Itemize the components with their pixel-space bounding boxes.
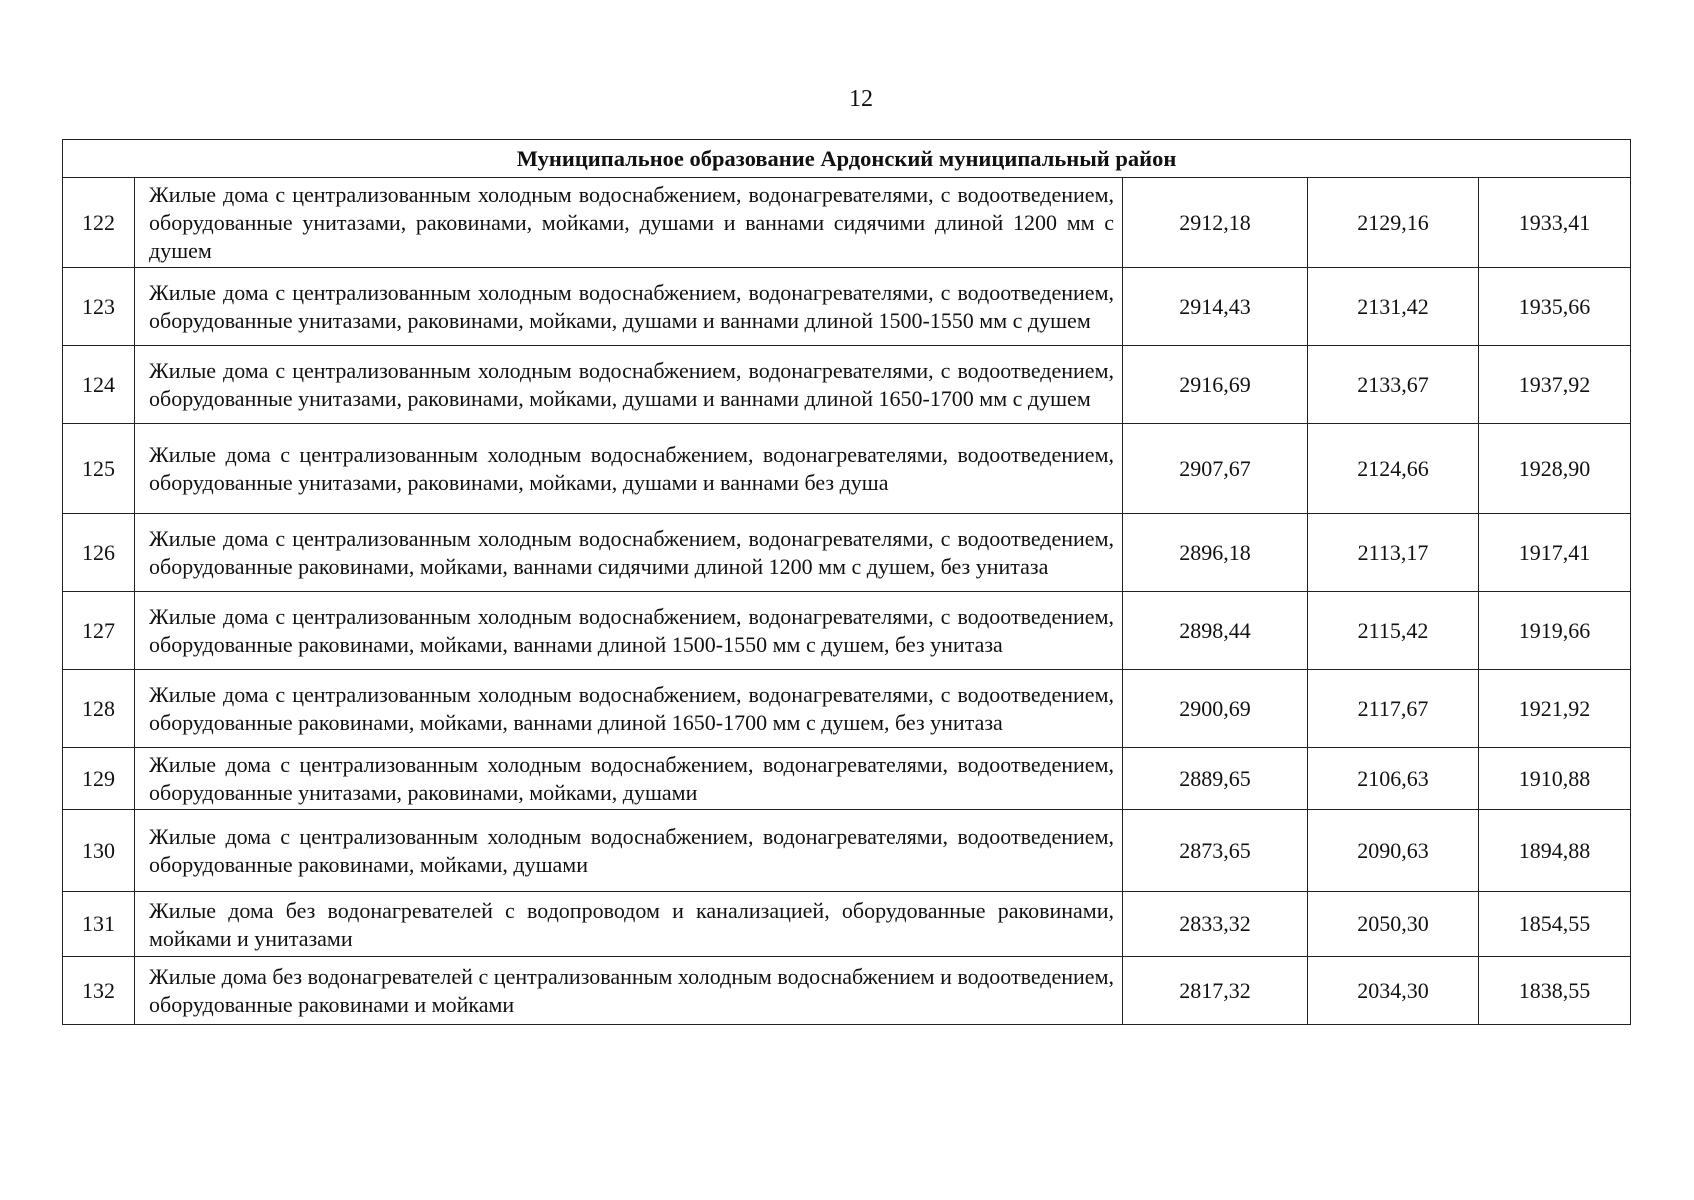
row-value-1: 2896,18 xyxy=(1123,514,1308,592)
row-number: 126 xyxy=(63,514,135,592)
table-row xyxy=(63,957,1631,1025)
row-number: 122 xyxy=(63,178,135,268)
row-description: Жилые дома с централизованным холодным водоснабжением, водонагревателями, с водоотведением, оборудованные раковинами, мойками, ваннами длиной 1500-1550 мм с душем, без унитаза xyxy=(135,592,1123,670)
row-description: Жилые дома с централизованным холодным водоснабжением, водонагревателями, с водоотведением, оборудованные раковинами, мойками, ваннами длиной 1650-1700 мм с душем, без унитаза xyxy=(135,670,1123,748)
row-description: Жилые дома с централизованным холодным водоснабжением, водонагревателями, с водоотведением, оборудованные унитазами, раковинами, мойками, душами и ваннами сидячими длиной 1200 мм с душем xyxy=(135,178,1123,268)
row-value-3: 1910,88 xyxy=(1479,748,1631,810)
row-description: Жилые дома с централизованным холодным водоснабжением, водонагревателями, с водоотведением, оборудованные раковинами, мойками, ваннами сидячими длиной 1200 мм с душем, без унитаза xyxy=(135,514,1123,592)
table-row xyxy=(63,670,1631,748)
row-value-1: 2907,67 xyxy=(1123,424,1308,514)
row-number: 131 xyxy=(63,892,135,957)
row-value-2: 2090,63 xyxy=(1308,810,1479,892)
row-description: Жилые дома с централизованным холодным водоснабжением, водонагревателями, с водоотведением, оборудованные унитазами, раковинами, мойками, душами и ваннами длиной 1650-1700 мм с душем xyxy=(135,346,1123,424)
table-row xyxy=(63,346,1631,424)
table-row xyxy=(63,268,1631,346)
row-number: 129 xyxy=(63,748,135,810)
row-value-1: 2898,44 xyxy=(1123,592,1308,670)
row-number: 123 xyxy=(63,268,135,346)
row-value-2: 2115,42 xyxy=(1308,592,1479,670)
table-row xyxy=(63,178,1631,268)
row-value-3: 1917,41 xyxy=(1479,514,1631,592)
row-value-1: 2912,18 xyxy=(1123,178,1308,268)
row-number: 128 xyxy=(63,670,135,748)
row-number: 132 xyxy=(63,957,135,1025)
table-title: Муниципальное образование Ардонский муниципальный район xyxy=(63,140,1631,178)
row-value-1: 2914,43 xyxy=(1123,268,1308,346)
row-value-3: 1919,66 xyxy=(1479,592,1631,670)
table-body xyxy=(63,178,1631,1025)
table-row xyxy=(63,592,1631,670)
row-value-2: 2124,66 xyxy=(1308,424,1479,514)
row-description: Жилые дома без водонагревателей с водопроводом и канализацией, оборудованные раковинами, мойками и унитазами xyxy=(135,892,1123,957)
row-value-2: 2129,16 xyxy=(1308,178,1479,268)
row-description: Жилые дома с централизованным холодным водоснабжением, водонагревателями, водоотведением, оборудованные унитазами, раковинами, мойками, душами xyxy=(135,748,1123,810)
table-row xyxy=(63,424,1631,514)
row-value-1: 2900,69 xyxy=(1123,670,1308,748)
tariff-table xyxy=(62,139,1631,1025)
row-description: Жилые дома с централизованным холодным водоснабжением, водонагревателями, водоотведением, оборудованные унитазами, раковинами, мойками, душами и ваннами без душа xyxy=(135,424,1123,514)
table-header-row xyxy=(63,140,1631,178)
row-number: 125 xyxy=(63,424,135,514)
table-row xyxy=(63,892,1631,957)
row-value-2: 2113,17 xyxy=(1308,514,1479,592)
row-value-2: 2133,67 xyxy=(1308,346,1479,424)
row-value-1: 2873,65 xyxy=(1123,810,1308,892)
row-value-2: 2050,30 xyxy=(1308,892,1479,957)
row-value-2: 2034,30 xyxy=(1308,957,1479,1025)
row-value-3: 1937,92 xyxy=(1479,346,1631,424)
row-value-2: 2106,63 xyxy=(1308,748,1479,810)
row-value-3: 1928,90 xyxy=(1479,424,1631,514)
row-value-3: 1933,41 xyxy=(1479,178,1631,268)
row-value-3: 1935,66 xyxy=(1479,268,1631,346)
row-value-3: 1894,88 xyxy=(1479,810,1631,892)
row-description: Жилые дома с централизованным холодным водоснабжением, водонагревателями, с водоотведением, оборудованные унитазами, раковинами, мойками, душами и ваннами длиной 1500-1550 мм с душем xyxy=(135,268,1123,346)
row-value-2: 2117,67 xyxy=(1308,670,1479,748)
row-value-1: 2817,32 xyxy=(1123,957,1308,1025)
row-description: Жилые дома без водонагревателей с централизованным холодным водоснабжением и водоотведением, оборудованные раковинами и мойками xyxy=(135,957,1123,1025)
row-value-1: 2833,32 xyxy=(1123,892,1308,957)
row-number: 127 xyxy=(63,592,135,670)
row-value-2: 2131,42 xyxy=(1308,268,1479,346)
row-value-3: 1838,55 xyxy=(1479,957,1631,1025)
table-row xyxy=(63,514,1631,592)
row-description: Жилые дома с централизованным холодным водоснабжением, водонагревателями, водоотведением, оборудованные раковинами, мойками, душами xyxy=(135,810,1123,892)
table-row xyxy=(63,810,1631,892)
row-number: 130 xyxy=(63,810,135,892)
table-row xyxy=(63,748,1631,810)
row-value-1: 2889,65 xyxy=(1123,748,1308,810)
row-value-3: 1854,55 xyxy=(1479,892,1631,957)
row-value-1: 2916,69 xyxy=(1123,346,1308,424)
row-value-3: 1921,92 xyxy=(1479,670,1631,748)
page-number: 12 xyxy=(849,86,873,112)
row-number: 124 xyxy=(63,346,135,424)
